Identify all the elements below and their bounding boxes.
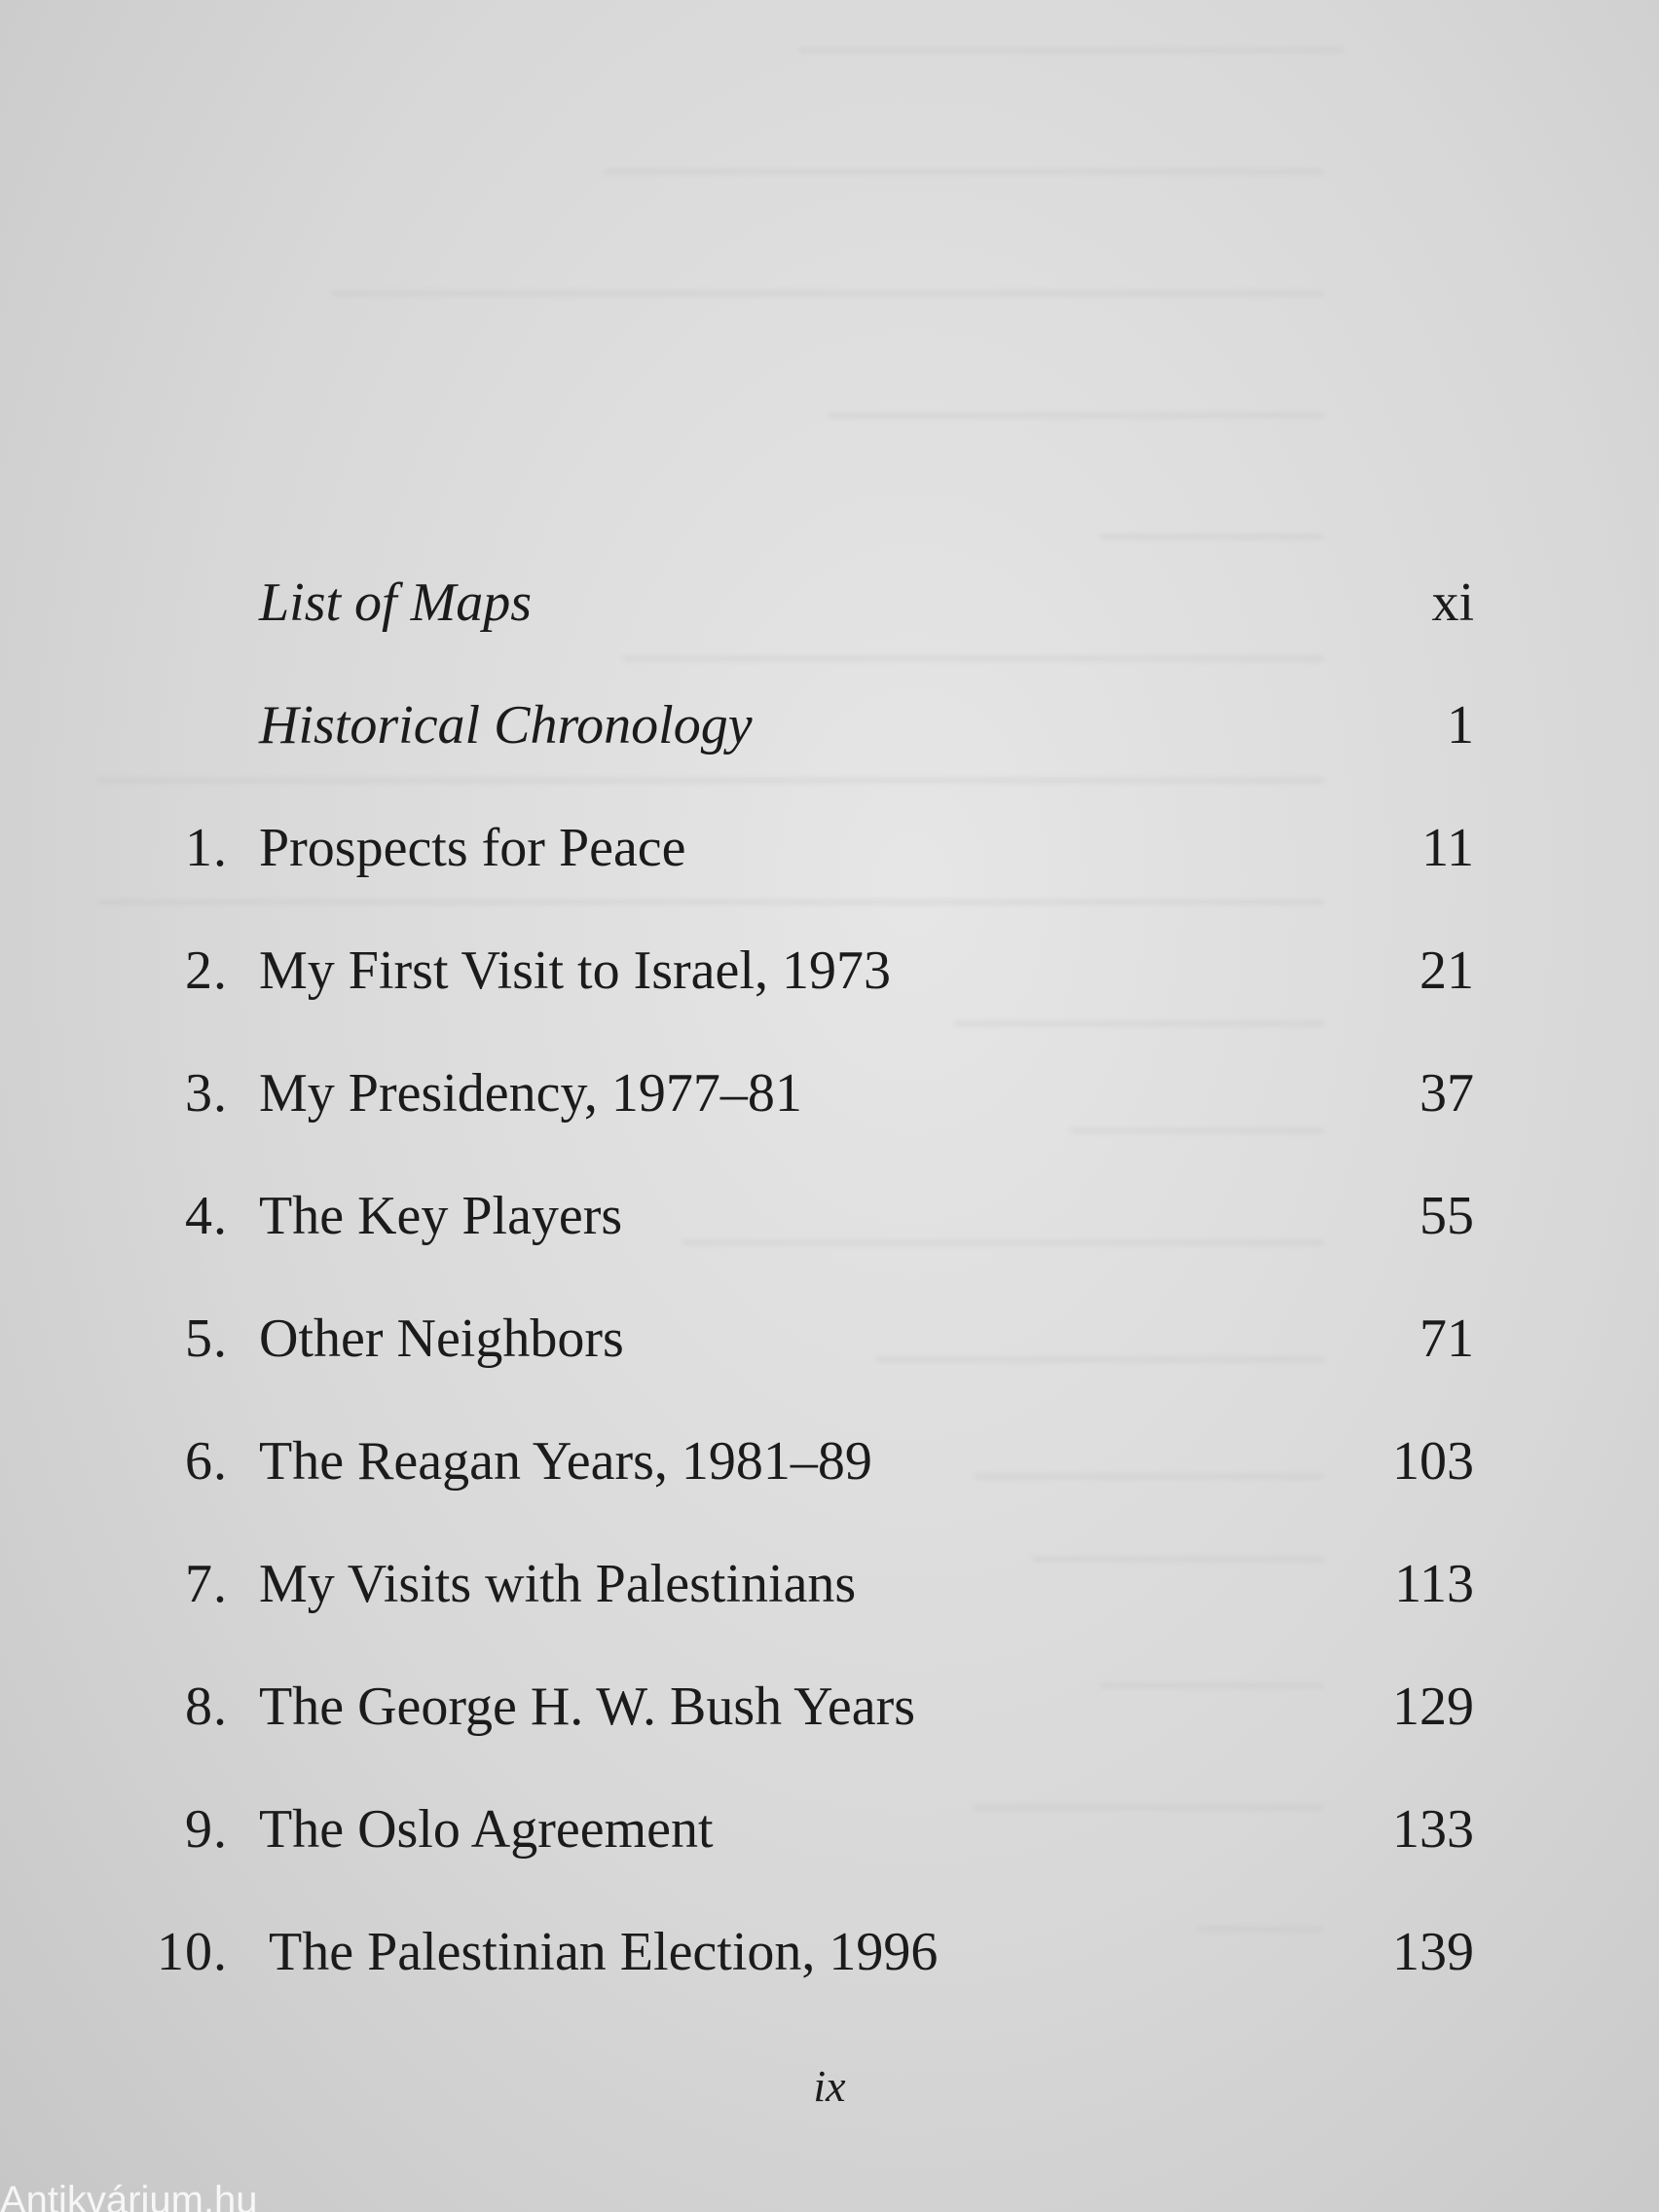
- toc-entry-page: 37: [1419, 1063, 1474, 1124]
- toc-entry-historical-chronology: [0, 682, 1659, 769]
- toc-entry-title: The Reagan Years, 1981–89: [259, 1431, 872, 1492]
- toc-entry-page: 139: [1392, 1922, 1474, 1982]
- toc-entry-number: 8.: [185, 1677, 228, 1737]
- toc-entry-title: The Palestinian Election, 1996: [269, 1922, 939, 1982]
- toc-entry-page: 103: [1392, 1431, 1474, 1492]
- toc-entry-title: The Key Players: [259, 1186, 623, 1246]
- toc-entry-page: 129: [1392, 1677, 1474, 1737]
- toc-entry-number: 2.: [185, 940, 228, 1001]
- toc-entry-page: 21: [1419, 940, 1474, 1001]
- toc-entry-chapter-5: [0, 1295, 1659, 1382]
- toc-entry-page: 71: [1419, 1309, 1474, 1369]
- toc-entry-number: 1.: [185, 818, 228, 878]
- toc-entry-title: Historical Chronology: [259, 695, 753, 756]
- toc-entry-page: 1: [1447, 695, 1474, 756]
- toc-entry-title: List of Maps: [259, 572, 533, 633]
- toc-entry-page: xi: [1431, 572, 1474, 633]
- toc-entry-title: My Visits with Palestinians: [259, 1554, 857, 1614]
- toc-entry-chapter-8: [0, 1663, 1659, 1751]
- toc-entry-number: 5.: [185, 1309, 228, 1369]
- toc-entry-page: 133: [1392, 1799, 1474, 1860]
- toc-entry-number: 7.: [185, 1554, 228, 1614]
- toc-entry-title: My First Visit to Israel, 1973: [259, 940, 891, 1001]
- toc-entry-page: 113: [1394, 1554, 1474, 1614]
- toc-entry-number: 3.: [185, 1063, 228, 1124]
- toc-entry-chapter-6: [0, 1418, 1659, 1505]
- page-number: ix: [813, 2061, 846, 2111]
- toc-entry-page: 55: [1419, 1186, 1474, 1246]
- watermark: Antikvárium.hu: [0, 2179, 258, 2212]
- toc-entry-chapter-3: [0, 1050, 1659, 1137]
- toc-entry-chapter-1: [0, 804, 1659, 892]
- toc-entry-chapter-4: [0, 1172, 1659, 1260]
- toc-entry-title: The George H. W. Bush Years: [259, 1677, 916, 1737]
- toc-entry-title: My Presidency, 1977–81: [259, 1063, 802, 1124]
- toc-entry-number: 9.: [185, 1799, 228, 1860]
- toc-entry-chapter-9: [0, 1786, 1659, 1873]
- toc-entry-title: Prospects for Peace: [259, 818, 686, 878]
- toc-entry-chapter-2: [0, 927, 1659, 1014]
- toc-entry-number: 10.: [157, 1922, 228, 1982]
- toc-entry-chapter-7: [0, 1540, 1659, 1628]
- toc-entry-number: 4.: [185, 1186, 228, 1246]
- toc-entry-list-of-maps: [0, 559, 1659, 646]
- toc-entry-chapter-10: [0, 1908, 1659, 1996]
- toc-entry-title: The Oslo Agreement: [259, 1799, 714, 1860]
- toc-entry-number: 6.: [185, 1431, 228, 1492]
- toc-entry-title: Other Neighbors: [259, 1309, 624, 1369]
- toc-entry-page: 11: [1421, 818, 1474, 878]
